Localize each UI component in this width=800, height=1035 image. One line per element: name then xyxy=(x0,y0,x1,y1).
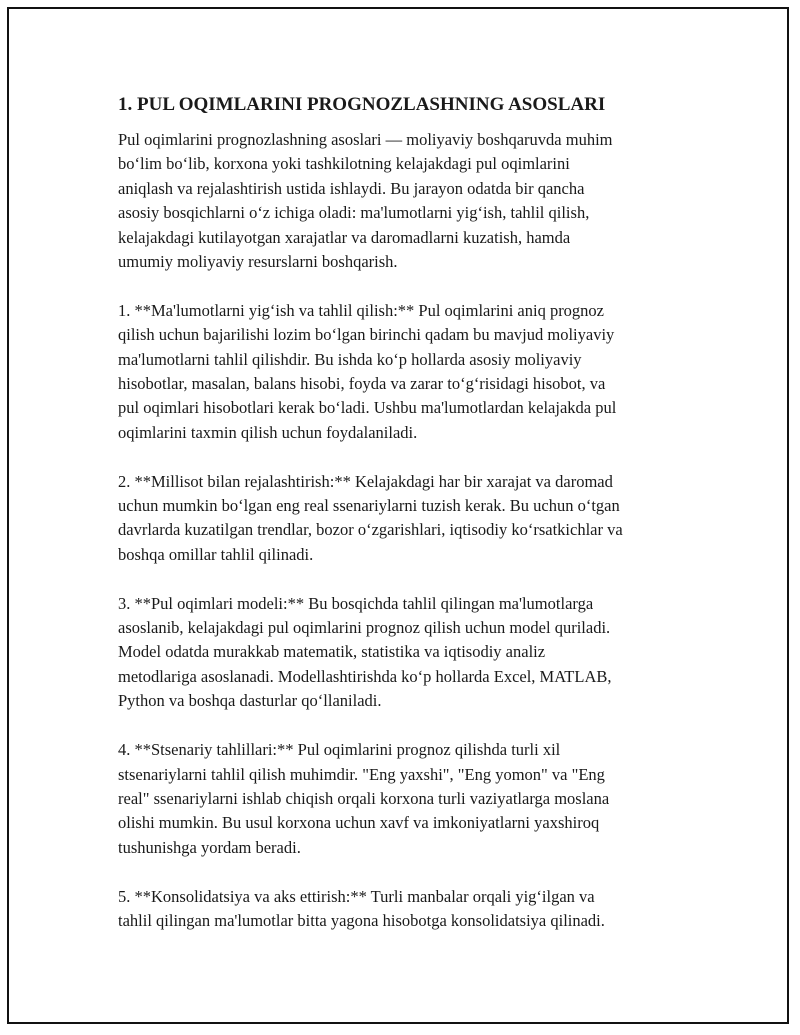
text-line: Python va boshqa dasturlar qo‘llaniladi. xyxy=(118,691,382,711)
text-line: 1. **Ma'lumotlarni yig‘ish va tahlil qilish:** Pul oqimlarini aniq prognoz xyxy=(118,300,605,320)
step-2-paragraph xyxy=(118,470,690,568)
intro-paragraph xyxy=(118,128,690,274)
text-line: Model odatda murakkab matematik, statistika va iqtisodiy analiz xyxy=(118,642,546,662)
text-line: tahlil qilingan ma'lumotlar bitta yagona hisobotga konsolidatsiya qilinadi. xyxy=(118,910,605,930)
text-line: 5. **Konsolidatsiya va aks ettirish:** Turli manbalar orqali yig‘ilgan va xyxy=(118,886,595,906)
section-heading: 1. PUL OQIMLARINI PROGNOZLASHNING ASOSLARI xyxy=(118,94,606,115)
text-line: Pul oqimlarini prognozlashning asoslari — moliyaviy boshqaruvda muhim xyxy=(118,130,613,149)
text-line: ma'lumotlarni tahlil qilishdir. Bu ishda ko‘p hollarda asosiy moliyaviy xyxy=(118,349,582,369)
text-line: 2. **Millisot bilan rejalashtirish:** Kelajakdagi har bir xarajat va daromad xyxy=(118,471,613,491)
text-line: oqimlarini taxmin qilish uchun foydalaniladi. xyxy=(118,422,418,442)
text-line: umumiy moliyaviy resurslarni boshqarish. xyxy=(118,252,398,272)
text-line: 4. **Stsenariy tahlillari:** Pul oqimlarini prognoz qilishda turli xil xyxy=(118,740,561,760)
text-line: pul oqimlari hisobotlari kerak bo‘ladi. Ushbu ma'lumotlardan kelajakda pul xyxy=(118,398,617,418)
text-line: hisobotlar, masalan, balans hisobi, foyda va zarar to‘g‘risidagi hisobot, va xyxy=(118,374,606,394)
text-line: 3. **Pul oqimlari modeli:** Bu bosqichda tahlil qilingan ma'lumotlarga xyxy=(118,593,594,613)
text-line: stsenariylarni tahlil qilish muhimdir. "Eng yaxshi", "Eng yomon" va "Eng xyxy=(118,764,605,784)
text-line: metodlariga asoslanadi. Modellashtirishda ko‘p hollarda Excel, MATLAB, xyxy=(118,666,612,686)
text-line: olishi mumkin. Bu usul korxona uchun xavf va imkoniyatlarni yaxshiroq xyxy=(118,813,600,833)
step-3-paragraph xyxy=(118,592,690,714)
text-line: bo‘lim bo‘lib, korxona yoki tashkilotning kelajakdagi pul oqimlarini xyxy=(118,154,570,174)
step-1-paragraph xyxy=(118,299,690,445)
text-line: asosiy bosqichlarni o‘z ichiga oladi: ma'lumotlarni yig‘ish, tahlil qilish, xyxy=(118,203,590,223)
text-line: tushunishga yordam beradi. xyxy=(118,837,301,857)
text-line: real" ssenariylarni ishlab chiqish orqali korxona turli vaziyatlarga moslana xyxy=(118,788,610,808)
step-4-paragraph xyxy=(118,738,690,860)
document-body xyxy=(118,92,690,958)
step-5-paragraph xyxy=(118,885,690,934)
text-line: uchun mumkin bo‘lgan eng real ssenariylarni tuzish kerak. Bu uchun o‘tgan xyxy=(118,496,620,516)
text-line: asoslanib, kelajakdagi pul oqimlarini prognoz qilish uchun model quriladi. xyxy=(118,618,611,638)
text-line: kelajakdagi kutilayotgan xarajatlar va daromadlarni kuzatish, hamda xyxy=(118,227,571,247)
text-line: davrlarda kuzatilgan trendlar, bozor o‘zgarishlari, iqtisodiy ko‘rsatkichlar va xyxy=(118,520,623,540)
text-line: aniqlash va rejalashtirish ustida ishlaydi. Bu jarayon odatda bir qancha xyxy=(118,178,585,198)
text-line: boshqa omillar tahlil qilinadi. xyxy=(118,544,314,564)
text-line: qilish uchun bajarilishi lozim bo‘lgan birinchi qadam bu mavjud moliyaviy xyxy=(118,325,615,345)
